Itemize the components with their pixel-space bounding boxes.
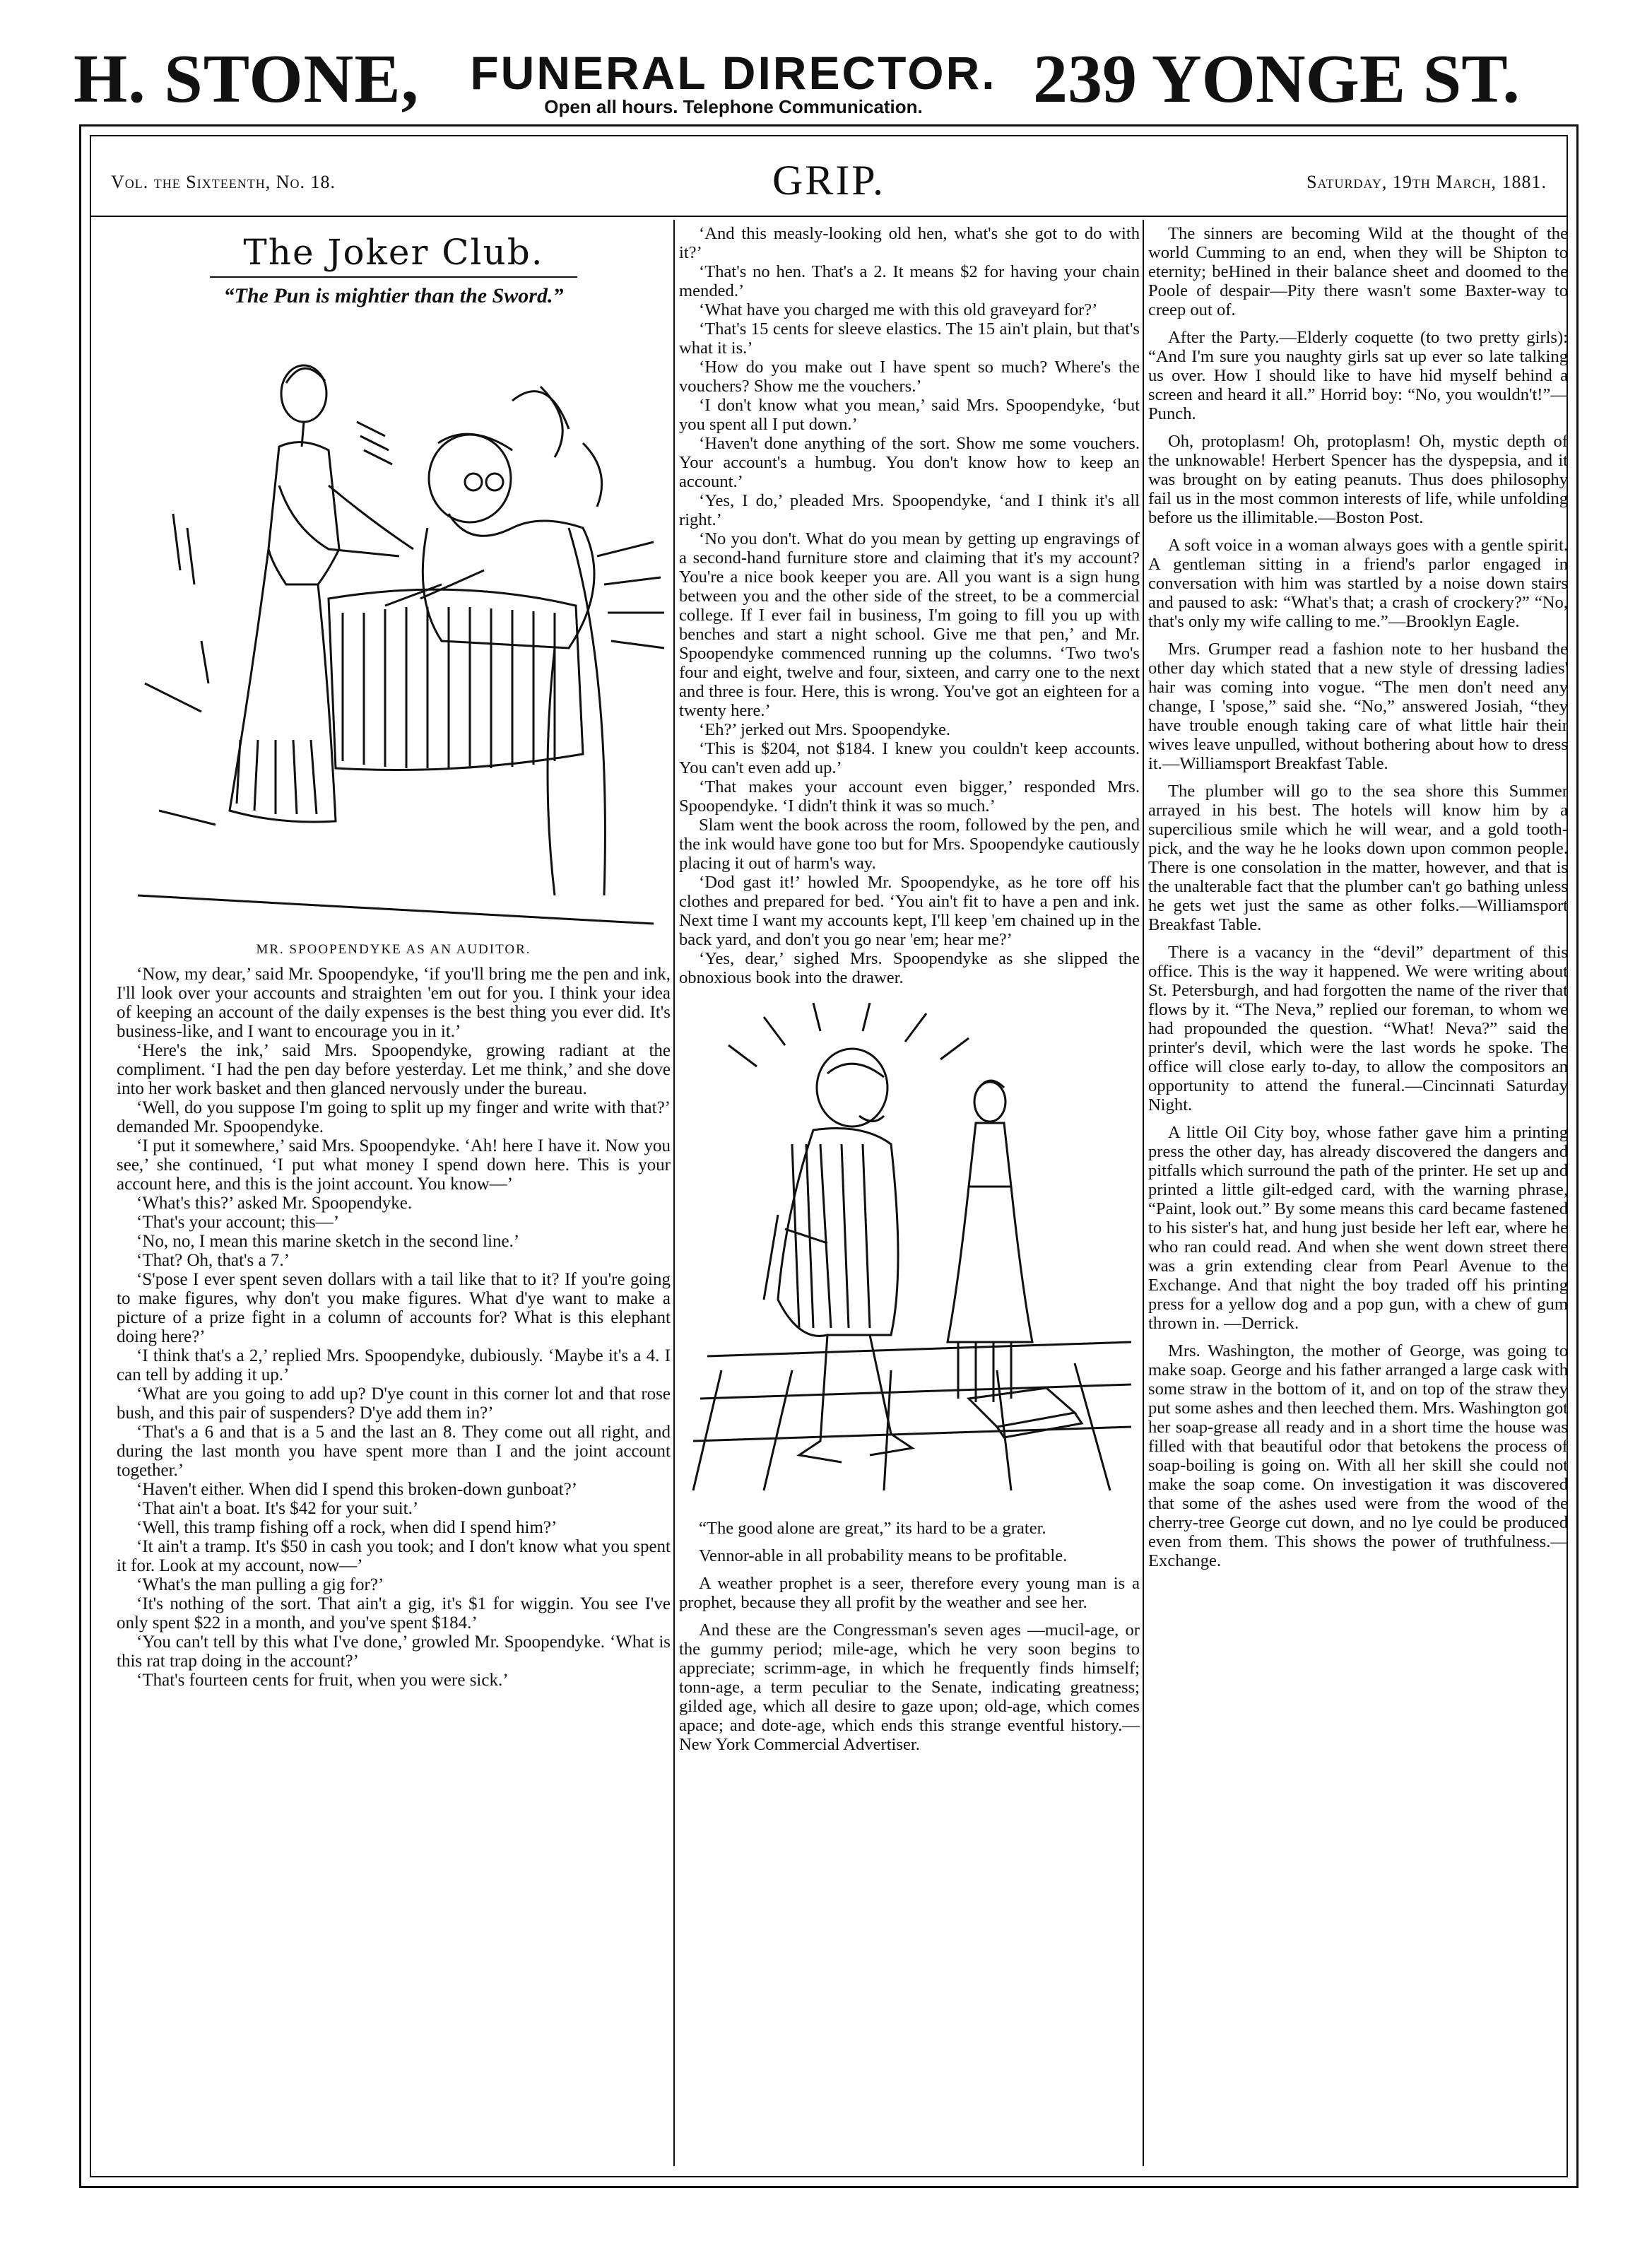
paragraph: And these are the Congressman's seven ages —mucil-age, or the gummy period; mile-age, which he very soon begins to appreciate; scrimm-age, in which he frequently finds himself; tonn-age, a term peculiar to the Senate, indicating greatness; gilded age, which all desire to gaze upon; old-age, which comes apace; and dote-age, which ends this strange eventful history.—New York Commercial Advertiser. (679, 1621, 1140, 1754)
paragraph: Slam went the book across the room, followed by the pen, and the ink would have gone too but for Mrs. Spoopendyke cautiously placing it out of harm's way. (679, 816, 1140, 873)
paragraph: ‘That's fourteen cents for fruit, when you were sick.’ (136, 1671, 509, 1690)
paragraph: A little Oil City boy, whose father gave him a printing press the other day, has already discovered the dangers and pitfalls which surround the path of the printer. He set up and printed a little gilt-edged card, with the warning phrase, “Paint, look out.” By some means this card became fastened to his sister's hat, and hung just beside her left ear, where he who ran could read. And when she went down street there was a grin extending clear from Pearl Avenue to the Exchange. And that night the boy traded off his printing press for a yellow dog and a pop gun, with a chew of gum thrown in. —Derrick. (1148, 1123, 1568, 1333)
paragraph: ‘What's this?’ asked Mr. Spoopendyke. (136, 1194, 413, 1213)
illustration-man-and-woman (679, 1003, 1140, 1498)
advert-address: 239 YONGE ST. (1033, 41, 1520, 117)
paragraph: ‘Eh?’ jerked out Mrs. Spoopendyke. (699, 720, 951, 739)
column-rule (673, 220, 675, 2166)
advert-name: H. STONE, (73, 41, 420, 117)
illustration-auditor (117, 316, 671, 938)
paragraph: ‘That's your account; this—’ (136, 1213, 340, 1232)
column-2 (679, 224, 1140, 2166)
divider (210, 276, 577, 278)
paragraph: ‘This is $204, not $184. I knew you couldn't keep accounts. You can't even add up.’ (679, 739, 1140, 777)
paragraph: ‘Dod gast it!’ howled Mr. Spoopendyke, as he tore off his clothes and prepared for bed. ‘You ain't fit to have a pen and ink. Next time I want my accounts kept, I'll keep 'em chained up in the back yard, and don't you go near 'em; hear me?’ (679, 873, 1140, 949)
paragraph: ‘Well, this tramp fishing off a rock, when did I spend him?’ (136, 1518, 557, 1537)
paragraph: ‘Here's the ink,’ said Mrs. Spoopendyke, growing radiant at the compliment. ‘I had the pen day before yesterday. Let me think,’ and she dove into her work basket and then glanced nervously under the bureau. (117, 1041, 671, 1098)
paragraph: After the Party.—Elderly coquette (to two pretty girls): “And I'm sure you naughty girls sat up ever so late talking us over. How I should like to have hid myself behind a screen and heard it all.” Horrid boy: “No, you wouldn't!”—Punch. (1148, 328, 1568, 423)
paragraph: ‘That? Oh, that's a 7.’ (136, 1251, 290, 1270)
page-frame (79, 124, 1579, 2188)
section-heading: The Joker Club. (243, 232, 544, 273)
paragraph: ‘What are you going to add up? D'ye count in this corner lot and that rose bush, and this pair of suspenders? D'ye add them in?’ (117, 1384, 671, 1423)
column-3 (1148, 224, 1568, 2166)
section-motto: “The Pun is mightier than the Sword.” (223, 284, 564, 307)
paragraph: ‘How do you make out I have spent so much? Where's the vouchers? Show me the vouchers.’ (679, 358, 1140, 396)
paragraph: There is a vacancy in the “devil” department of this office. This is the way it happened. We were writing about St. Petersburgh, and had forgotten the name of the river that flows by it. “The Neva,” replied our foreman, to whom we had propounded the question. “What! Neva?” said the printer's devil, which were the last words he spoke. The office will close early to-day, to allow the compositors an opportunity to attend the funeral.—Cincinnati Saturday Night. (1148, 943, 1568, 1114)
paragraph: ‘Well, do you suppose I'm going to split up my finger and write with that?’ demanded Mr. Spoopendyke. (117, 1098, 671, 1136)
paragraph: ‘What's the man pulling a gig for?’ (136, 1575, 384, 1594)
paragraph: ‘S'pose I ever spent seven dollars with a tail like that to it? If you're going to make figures, why don't you make figures. What d'ye want to make a picture of a prize fight in a column of accounts for? What is this elephant doing here?’ (117, 1270, 671, 1346)
paragraph: Mrs. Washington, the mother of George, was going to make soap. George and his father arranged a large cask with some straw in the bottom of it, and on top of the straw they put some ashes and then leeched them. Mrs. Washington got her soap-grease all ready and in a short time the house was filled with that beautiful odor that betokens the process of soap-boiling is going on. With all her skill she could not make the soap come. On investigation it was discovered that some of the ashes used were from the wood of the cherry-tree George cut down, and no lye could be produced even from them. This shows the power of truthfulness.—Exchange. (1148, 1341, 1568, 1570)
paragraph: ‘No you don't. What do you mean by getting up engravings of a second-hand furniture store and claiming that it's my account? You're a nice book keeper you are. All you want is a sign hung between you and the other side of the street, to be a commercial college. If I ever fail in business, I'm going to fill you up with benches and start a night school. Give me that pen,’ and Mr. Spoopendyke commenced running up the columns. ‘Two two's four and eight, twelve and four, sixteen, and carry one to the next and three is four. Here, this is wrong. You've got an eighteen for a twenty here.’ (679, 529, 1140, 720)
publication-title: GRIP. (772, 157, 886, 204)
paragraph: ‘It's nothing of the sort. That ain't a gig, it's $1 for wiggin. You see I've only spent $22 in a month, and you've spent $184.’ (117, 1594, 671, 1633)
article-body-continued (679, 224, 1140, 987)
advert-middle (468, 49, 999, 117)
paragraph: ‘Haven't either. When did I spend this broken-down gunboat?’ (136, 1480, 578, 1499)
paragraph: ‘I don't know what you mean,’ said Mrs. Spoopendyke, ‘but you spent all I put down.’ (679, 396, 1140, 434)
issue-date: Saturday, 19th March, 1881. (1306, 172, 1547, 192)
paragraph: ‘No, no, I mean this marine sketch in the second line.’ (136, 1232, 520, 1251)
paragraph: ‘And this measly-looking old hen, what's she got to do with it?’ (679, 224, 1140, 262)
advert-hours: Open all hours. Telephone Communication. (544, 96, 923, 117)
masthead (91, 136, 1567, 217)
paragraph: ‘Now, my dear,’ said Mr. Spoopendyke, ‘if you'll bring me the pen and ink, I'll look over your accounts and straighten 'em out for you. I think your idea of keeping an account of the daily expenses is the best thing you ever did. It's business-like, and I want to encourage you in it.’ (117, 965, 671, 1041)
volume-number: Vol. the Sixteenth, No. 18. (111, 172, 336, 192)
paragraph: ‘That ain't a boat. It's $42 for your suit.’ (136, 1499, 419, 1518)
paragraph: ‘What have you charged me with this old graveyard for?’ (699, 300, 1098, 319)
paragraph: “The good alone are great,” its hard to be a grater. (699, 1519, 1046, 1538)
paragraph: ‘I put it somewhere,’ said Mrs. Spoopendyke. ‘Ah! here I have it. Now you see,’ she continued, ‘I put what money I spend down here. This is your account here, and this is the joint account. You know—’ (117, 1136, 671, 1194)
paragraph: ‘I think that's a 2,’ replied Mrs. Spoopendyke, dubiously. ‘Maybe it's a 4. I can tell by adding it up.’ (117, 1346, 671, 1384)
paragraph: The sinners are becoming Wild at the thought of the world Cumming to an end, when they will be Shipton to eternity; beHined in their balance sheet and doomed to the Poole of despair—Pity there wasn't some Baxter-way to creep out of. (1148, 224, 1568, 319)
advert-occupation: FUNERAL DIRECTOR. (470, 47, 997, 99)
paragraph: ‘That's 15 cents for sleeve elastics. The 15 ain't plain, but that's what it is.’ (679, 319, 1140, 358)
paragraph: A soft voice in a woman always goes with a gentle spirit. A gentleman sitting in a friend's parlor engaged in conversation with him was startled by a noise down stairs and paused to ask: “What's that; a crash of crockery?” “No, that's only my wife calling to me.”—Brooklyn Eagle. (1148, 536, 1568, 631)
paragraph: ‘Yes, I do,’ pleaded Mrs. Spoopendyke, ‘and I think it's all right.’ (679, 491, 1140, 529)
paragraph: Oh, protoplasm! Oh, protoplasm! Oh, mystic depth of the unknowable! Herbert Spencer has the dyspepsia, and it was brought on by eating peanuts. Thus does philosophy fail us in the most common interests of life, while unfolding before us the illimitable.—Boston Post. (1148, 432, 1568, 527)
page-inner-frame (90, 135, 1568, 2177)
paragraph: A weather prophet is a seer, therefore every young man is a prophet, because they all profit by the weather and see her. (679, 1574, 1140, 1612)
paragraph: ‘You can't tell by this what I've done,’ growled Mr. Spoopendyke. ‘What is this rat trap doing in the account?’ (117, 1633, 671, 1671)
illustration-caption: MR. SPOOPENDYKE AS AN AUDITOR. (256, 942, 531, 957)
paragraph: ‘Haven't done anything of the sort. Show me some vouchers. Your account's a humbug. You don't know how to keep an account.’ (679, 434, 1140, 491)
paragraph: ‘It ain't a tramp. It's $50 in cash you took; and I don't know what you spent it for. Look at my account, now—’ (117, 1537, 671, 1575)
article-body (117, 965, 671, 1690)
column-1 (117, 224, 671, 2166)
paragraph: ‘Yes, dear,’ sighed Mrs. Spoopendyke as she slipped the obnoxious book into the drawer. (679, 949, 1140, 987)
paragraph: Vennor-able in all probability means to be profitable. (699, 1546, 1068, 1565)
paragraph: The plumber will go to the sea shore this Summer arrayed in his best. The hotels will know him by a supercilious smile which he will wear, and a gold tooth-pick, and the way he he looks down upon common people. There is one consolation in the matter, however, and that is the unalterable fact that the plumber can't go bathing unless he gets wet just the same as other folks.—Williamsport Breakfast Table. (1148, 782, 1568, 934)
paragraph: ‘That makes your account even bigger,’ responded Mrs. Spoopendyke. ‘I didn't think it was so much.’ (679, 777, 1140, 816)
paragraph: Mrs. Grumper read a fashion note to her husband the other day which stated that a new style of dressing ladies' hair was coming into vogue. “The men don't need any change, I 'spose,” said she. “No,” answered Josiah, “they have trouble enough taking care of what little hair their wives leave unpulled, without bothering about how to dress it.—Williamsport Breakfast Table. (1148, 640, 1568, 773)
column-rule (1143, 220, 1144, 2166)
paragraph: ‘That's no hen. That's a 2. It means $2 for having your chain mended.’ (679, 262, 1140, 300)
paragraph: ‘That's a 6 and that is a 5 and the last an 8. They come out all right, and during the last month you have spent more than I and the joint account together.’ (117, 1423, 671, 1480)
